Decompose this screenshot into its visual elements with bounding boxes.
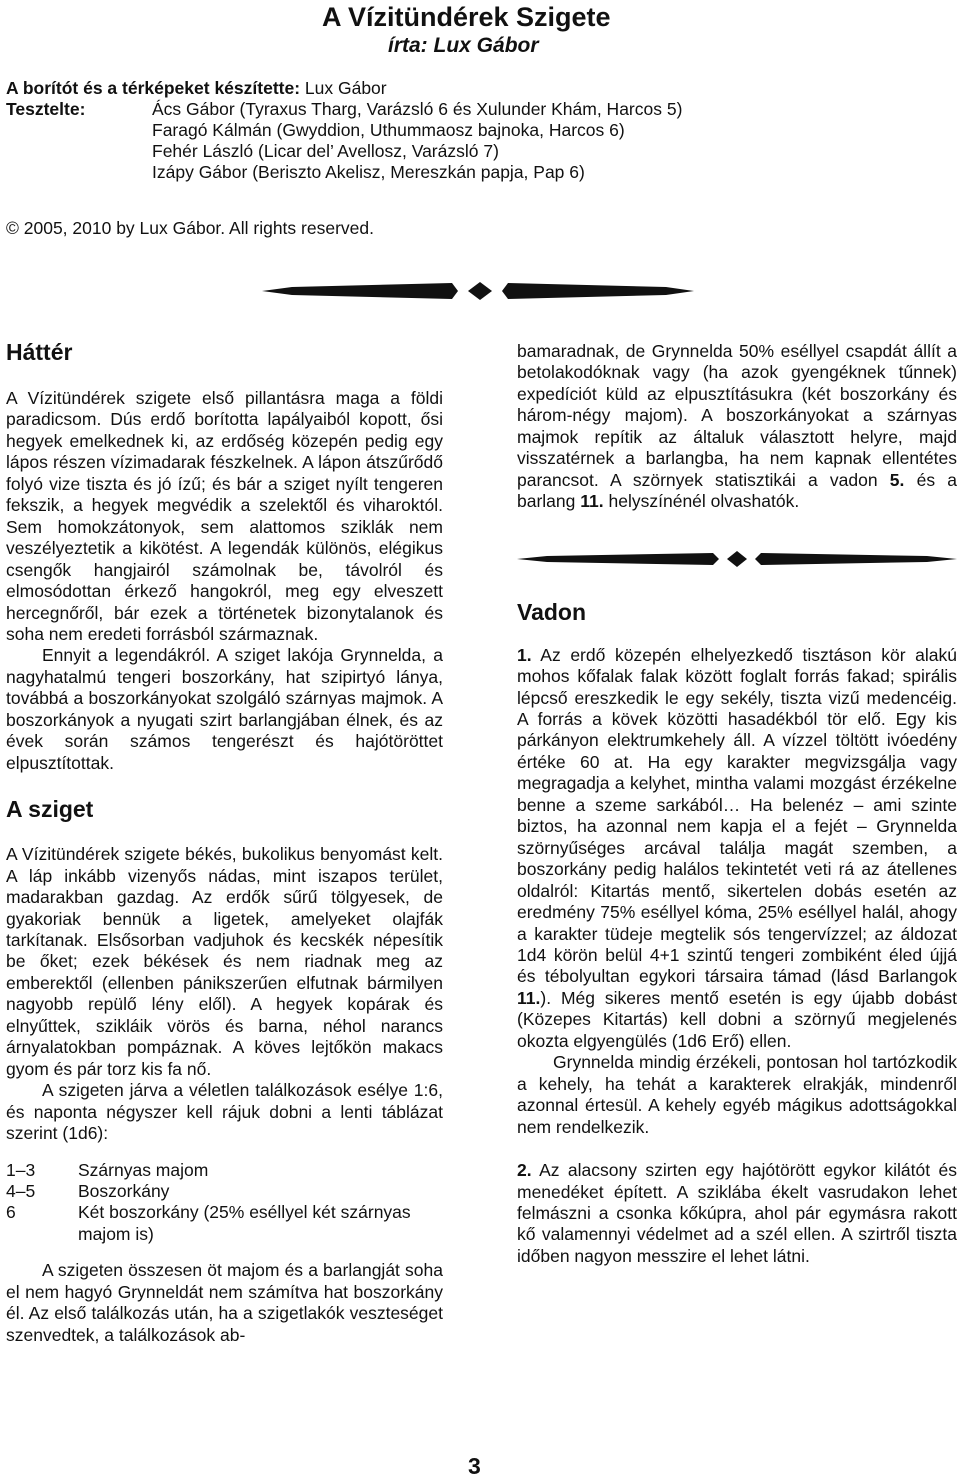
location-ref-11: 11. (517, 987, 541, 1008)
right-column (517, 341, 957, 1267)
testers-list (152, 99, 682, 183)
ornament-center-diamond (468, 282, 492, 300)
paragraph-inhabitants: Ennyit a legendákról. A sziget lakója Grynnelda, a nagyhatalmú tengeri boszorkány, hat szipirtyó lánya, továbbá a boszorkányokat szolgáló szárnyas majmok. A boszorkányok a nyugati szirt barlangjában élnek, és az évek során számos tengerészt és hajótöröttet elpusztítottak. (6, 645, 443, 773)
paragraph-island: A Vízitündérek szigete békés, bukolikus benyomást kelt. A láp inkább vizenyős nádas, mint iszapos terület, madarakban gazdag. Az erdők sűrű tölgyesek, de gyakoriak bennük a ligetek, amelyeket olajfák tarkítanak. Elsősorban vadjuhok és kecskék népesítik be őket; ezek békések és nem riadnak meg az emberektől (ellenben pánikszerűen elfutnak bármilyen nagyobb repülő lény elől). A hegyek kopárak és elnyűttek, szikláik vörös és barna, néhol narancs árnyalatokban pompáznak. A köves lejtőkön makacs gyom és pár torz kis fa nő. (6, 844, 443, 1079)
left-column (6, 335, 443, 1346)
location-number: 2. (517, 1160, 532, 1181)
ornament-divider-right (517, 547, 957, 571)
encounter-table (6, 1160, 443, 1246)
continuation-text-b: és a barlang (517, 469, 958, 512)
encounter-roll: 6 (6, 1202, 16, 1223)
location-ref-5: 5. (889, 469, 905, 490)
section-heading-background: Háttér (6, 339, 73, 365)
continuation-text-c: helyszínénél olvashatók. (608, 491, 800, 512)
ornament-right-blade (755, 553, 957, 565)
location-2-paragraph (517, 1160, 957, 1267)
location-number: 1. (517, 644, 532, 665)
copyright-notice: © 2005, 2010 by Lux Gábor. All rights reserved. (6, 218, 374, 238)
section-heading-wilderness: Vadon (517, 598, 587, 625)
ornament-right-blade (502, 283, 694, 299)
ornament-divider-top (262, 270, 694, 312)
testers-block (6, 99, 682, 183)
page-number: 3 (468, 1453, 481, 1479)
paragraph-background: A Vízitündérek szigete első pillantásra maga a földi paradicsom. Dús erdő borította lapályaiból kopott, ősi hegyek emelkednek ki, az erdőség közepén pedig egy lápos részen vízimadarak fészkelnek. A lápon átszűrődő folyó vize tiszta és jó ízű; és bár a sziget nyílt tengeren fekszik, a hegyek megvédik a szelektől és viharoktól. Sem homokzátonyok, sem alattomos sziklák nem veszélyeztetik a kikötést. A legendák különös, elégikus csengők hangjairól számolnak be, távolról és elmosódottan érkező hangokról, meg egy elveszett hercegnőről, bár ezek a történetek bizonytalanok és soha nem eredeti forrásból származnak. (6, 388, 443, 644)
paragraph-population: A szigeten összesen öt majom és a barlangját soha el nem hagyó Grynneldát nem számítva hat boszorkány él. Az első találkozás után, ha a szigetlakók veszteséget szenvedtek, a találkozások ab- (6, 1260, 443, 1345)
encounter-roll: 1–3 (6, 1159, 36, 1180)
testers-label: Tesztelte: (6, 99, 86, 119)
tester-item: Ács Gábor (Tyraxus Tharg, Varázsló 6 és Xulunder Khám, Harcos 5) (152, 99, 683, 119)
continuation-text-a: bamaradnak, de Grynnelda 50% eséllyel csapdát állít a betolakodóknak vagy (ha azok gyengéknek tűnnek) expedíciót küld az elpusztításukra (két boszorkány és három-négy majom). A boszorkányokat a szárnyas majmok repítik az általuk választott helyre, majd visszatérnek a barlangba, ha nem kapnak ellentétes parancsot. A szörnyek statisztikái a vadon (517, 341, 957, 490)
ornament-center-diamond (727, 551, 747, 567)
encounter-result: Szárnyas majom (78, 1159, 209, 1180)
credits-block (6, 78, 682, 183)
author-line: írta: Lux Gábor (388, 34, 539, 57)
location-ref-11: 11. (580, 491, 604, 512)
paragraph-encounter-chance: A szigeten járva a véletlen találkozások esélye 1:6, és naponta négyszer kell rájuk dobni a lenti táblázat szerint (1d6): (6, 1080, 443, 1144)
ornament-left-blade (262, 283, 458, 299)
table-row (6, 1202, 443, 1245)
encounter-result: Két boszorkány (25% eséllyel két szárnyas majom is) (78, 1202, 411, 1244)
tester-item: Fehér László (Licar del’ Avellosz, Varázsló 7) (152, 141, 499, 161)
cover-credit (6, 78, 682, 99)
location-1-text-b: ). Még sikeres mentő esetén is egy újabb dobást (Közepes Kitartás) kell dobni a szörnyű megjelenés okozta elgyengülés (1d6 Erő) ellen. (517, 987, 957, 1051)
table-row (6, 1160, 443, 1181)
cover-credit-name: Lux Gábor (304, 78, 387, 98)
tester-item: Izápy Gábor (Beriszto Akelisz, Mereszkán papja, Pap 6) (152, 162, 585, 182)
location-2-text: Az alacsony szirten egy hajótörött egykor kilátót és menedéket épített. A sziklába ékelt vasrudakon lehet felmászni a csonka kőkúpra, ahol pár egymásra rakott kő valamennyi védelmet ad a szél ellen. A szirtről tiszta időben nagyon messzire el lehet látni. (517, 1160, 957, 1266)
paragraph-continuation (517, 341, 957, 513)
location-1-paragraph (517, 645, 957, 1053)
tester-item: Faragó Kálmán (Gwyddion, Uthummaosz bajnoka, Harcos 6) (152, 120, 625, 140)
encounter-result: Boszorkány (78, 1180, 170, 1201)
ornament-left-blade (517, 553, 719, 565)
encounter-roll: 4–5 (6, 1180, 36, 1201)
section-heading-island: A sziget (6, 796, 94, 823)
location-1-chalice-paragraph: Grynnelda mindig érzékeli, pontosan hol tartózkodik a kehely, ha tehát a karakterek elrakják, mindenről azonnal értesül. A kehely egyéb mágikus adottságokkal nem rendelkezik. (517, 1052, 957, 1137)
location-1-text-a: Az erdő közepén elhelyezkedő tisztáson kör alakú mohos kőfalak falak között foglalt forrás fakad; spirális lépcső ereszkedik le egy sekély, tiszta vizű medencéig. A forrás a kövek közötti hasadékból tör elő. Egy kis párkányon elektrumkehely áll. A vízzel töltött ivóedény értéke 60 at. Ha egy karakter megvizsgálja vagy megragadja a kelyhet, mintha valami mozgást érzékelne benne a szeme sarkából… Ha belenéz – ami szinte biztos, ha azonnal nem kapja el a fejét – Grynnelda szörnyűséges arcával találja magát szemben, a boszorkány pedig halálos tekintetét veti rá az átellenes oldalról: Kitartás mentő, sikertelen dobás esetén az eredmény 75% eséllyel kóma, 25% eséllyel halál, ahogy a karakter tüdeje megtelik sós tengervízzel; az áldozat 1d4 körön belül 4+1 szintű tengeri zombiként éled újjá és tébolyultan egykori társaira támad (lásd Barlangok (517, 644, 957, 987)
cover-credit-label: A borítót és a térképeket készítette: (6, 78, 301, 98)
table-row (6, 1181, 443, 1202)
document-title: A Vízitündérek Szigete (322, 2, 611, 32)
